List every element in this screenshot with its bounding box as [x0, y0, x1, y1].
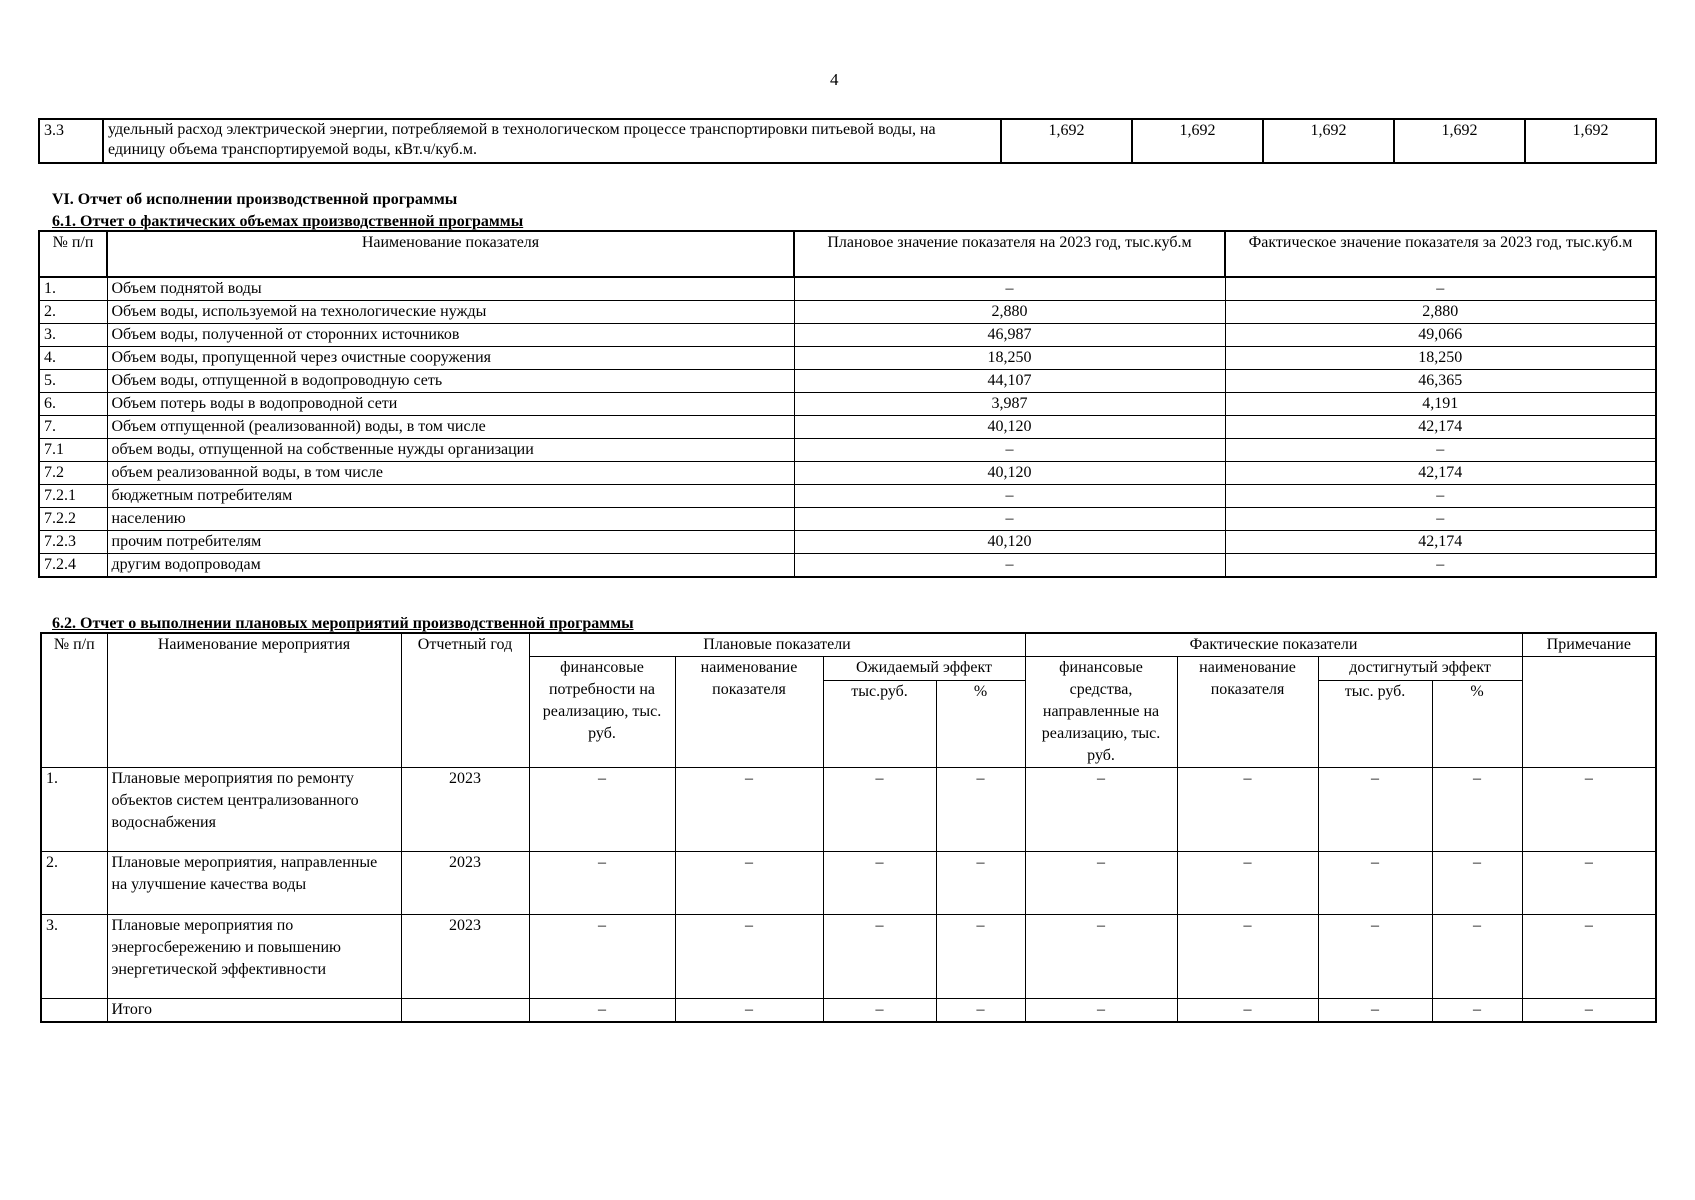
- plan-value: –: [794, 485, 1225, 508]
- row-number: 3.: [41, 915, 107, 999]
- fact-value: 18,250: [1225, 347, 1656, 370]
- page-number: 4: [830, 70, 839, 89]
- header-fact-pct: %: [1432, 681, 1522, 768]
- plan-value: 40,120: [794, 462, 1225, 485]
- plan-value: –: [794, 439, 1225, 462]
- dash-cell: –: [1025, 915, 1177, 999]
- table-row: [41, 768, 1656, 852]
- section-title: VI. Отчет об исполнении производственной программы: [52, 191, 458, 208]
- plan-value: 2,880: [794, 301, 1225, 324]
- table-row: [41, 852, 1656, 915]
- row-number: 2.: [41, 852, 107, 915]
- value-cell: 1,692: [1263, 119, 1394, 163]
- dash-cell: –: [1025, 999, 1177, 1023]
- row-number: 3.3: [39, 119, 103, 163]
- dash-cell: –: [823, 852, 936, 915]
- plan-value: 46,987: [794, 324, 1225, 347]
- dash-cell: –: [675, 852, 823, 915]
- header-plan: Плановые показатели: [529, 633, 1025, 657]
- value-cell: 1,692: [1132, 119, 1263, 163]
- row-number: 7.2.3: [39, 531, 107, 554]
- plan-value: 40,120: [794, 416, 1225, 439]
- dash-cell: –: [936, 852, 1025, 915]
- indicator-name: населению: [107, 508, 794, 531]
- header-fact: Фактические показатели: [1025, 633, 1522, 657]
- row-number: 3.: [39, 324, 107, 347]
- table-row: [39, 439, 1656, 462]
- row-number: 7.2.2: [39, 508, 107, 531]
- dash-cell: –: [1318, 852, 1432, 915]
- dash-cell: –: [675, 999, 823, 1023]
- dash-cell: –: [1432, 915, 1522, 999]
- dash-cell: –: [529, 915, 675, 999]
- dash-cell: –: [529, 999, 675, 1023]
- dash-cell: –: [823, 768, 936, 852]
- dash-cell: –: [1177, 999, 1318, 1023]
- table-row: [39, 462, 1656, 485]
- fact-value: –: [1225, 485, 1656, 508]
- dash-cell: –: [1025, 852, 1177, 915]
- plan-value: –: [794, 277, 1225, 301]
- table-row: [39, 277, 1656, 301]
- dash-cell: –: [1432, 852, 1522, 915]
- report-year: 2023: [401, 768, 529, 852]
- total-num-empty: [41, 999, 107, 1023]
- table-3-3: [38, 118, 1657, 164]
- header-note: Примечание: [1522, 633, 1656, 657]
- indicator-name: Объем потерь воды в водопроводной сети: [107, 393, 794, 416]
- table-row: [39, 370, 1656, 393]
- row-number: 7.2.1: [39, 485, 107, 508]
- row-number: 7.: [39, 416, 107, 439]
- fact-value: –: [1225, 554, 1656, 578]
- fact-value: 46,365: [1225, 370, 1656, 393]
- fact-value: 42,174: [1225, 531, 1656, 554]
- row-number: 4.: [39, 347, 107, 370]
- report-year: 2023: [401, 852, 529, 915]
- header-fact-eff: достигнутый эффект: [1318, 657, 1522, 681]
- header-plan-pct: %: [936, 681, 1025, 768]
- dash-cell: –: [1318, 915, 1432, 999]
- dash-cell: –: [1177, 852, 1318, 915]
- header-num: № п/п: [39, 231, 107, 277]
- indicator-name: бюджетным потребителям: [107, 485, 794, 508]
- indicator-name: Объем поднятой воды: [107, 277, 794, 301]
- dash-cell: –: [823, 915, 936, 999]
- header-plan-eff: Ожидаемый эффект: [823, 657, 1025, 681]
- indicator-name: прочим потребителям: [107, 531, 794, 554]
- table-row: [39, 485, 1656, 508]
- measure-name: Плановые мероприятия, направленные на улучшение качества воды: [107, 852, 401, 915]
- measure-name: Плановые мероприятия по энергосбережению и повышению энергетической эффективности: [107, 915, 401, 999]
- row-number: 1.: [39, 277, 107, 301]
- plan-value: 18,250: [794, 347, 1225, 370]
- dash-cell: –: [1025, 768, 1177, 852]
- table-row: [39, 393, 1656, 416]
- indicator-name: другим водопроводам: [107, 554, 794, 578]
- dash-cell: –: [1522, 999, 1656, 1023]
- dash-cell: –: [823, 999, 936, 1023]
- plan-value: 3,987: [794, 393, 1225, 416]
- row-number: 2.: [39, 301, 107, 324]
- total-year-empty: [401, 999, 529, 1023]
- table-header-row: [41, 633, 1656, 657]
- header-plan-ind: наименование показателя: [675, 657, 823, 768]
- header-fact: Фактическое значение показателя за 2023 год, тыс.куб.м: [1225, 231, 1656, 277]
- header-fact-fin: финансовые средства, направленные на реализацию, тыс. руб.: [1025, 657, 1177, 768]
- table-header-row: [39, 231, 1656, 277]
- plan-value: –: [794, 508, 1225, 531]
- dash-cell: –: [1522, 768, 1656, 852]
- dash-cell: –: [675, 915, 823, 999]
- plan-value: 44,107: [794, 370, 1225, 393]
- fact-value: –: [1225, 439, 1656, 462]
- dash-cell: –: [529, 852, 675, 915]
- fact-value: –: [1225, 277, 1656, 301]
- dash-cell: –: [1177, 768, 1318, 852]
- indicator-name: Объем воды, используемой на технологические нужды: [107, 301, 794, 324]
- row-number: 6.: [39, 393, 107, 416]
- plan-value: 40,120: [794, 531, 1225, 554]
- row-number: 1.: [41, 768, 107, 852]
- header-plan-rub: тыс.руб.: [823, 681, 936, 768]
- indicator-name: Объем воды, отпущенной в водопроводную сеть: [107, 370, 794, 393]
- dash-cell: –: [529, 768, 675, 852]
- indicator-name: Объем воды, пропущенной через очистные сооружения: [107, 347, 794, 370]
- header-name: Наименование мероприятия: [107, 633, 401, 768]
- dash-cell: –: [936, 915, 1025, 999]
- value-cell: 1,692: [1001, 119, 1132, 163]
- table-6-1: [38, 230, 1657, 578]
- dash-cell: –: [1432, 999, 1522, 1023]
- subsection-title-6-1: 6.1. Отчет о фактических объемах производственной программы: [52, 213, 524, 230]
- fact-value: 2,880: [1225, 301, 1656, 324]
- table-row: [39, 531, 1656, 554]
- fact-value: –: [1225, 508, 1656, 531]
- value-cell: 1,692: [1394, 119, 1525, 163]
- indicator-name: объем воды, отпущенной на собственные нужды организации: [107, 439, 794, 462]
- total-row: [41, 999, 1656, 1023]
- dash-cell: –: [1318, 768, 1432, 852]
- table-row: [41, 915, 1656, 999]
- row-number: 7.2: [39, 462, 107, 485]
- dash-cell: –: [1177, 915, 1318, 999]
- header-note-empty: [1522, 657, 1656, 768]
- row-number: 5.: [39, 370, 107, 393]
- fact-value: 4,191: [1225, 393, 1656, 416]
- total-label: Итого: [107, 999, 401, 1023]
- table-row: [39, 554, 1656, 578]
- subsection-title-6-2: 6.2. Отчет о выполнении плановых мероприятий производственной программы: [52, 615, 634, 632]
- header-fact-ind: наименование показателя: [1177, 657, 1318, 768]
- fact-value: 42,174: [1225, 462, 1656, 485]
- plan-value: –: [794, 554, 1225, 578]
- table-row: [39, 301, 1656, 324]
- dash-cell: –: [936, 768, 1025, 852]
- indicator-name: Объем воды, полученной от сторонних источников: [107, 324, 794, 347]
- dash-cell: –: [675, 768, 823, 852]
- value-cell: 1,692: [1525, 119, 1656, 163]
- dash-cell: –: [936, 999, 1025, 1023]
- fact-value: 49,066: [1225, 324, 1656, 347]
- header-year: Отчетный год: [401, 633, 529, 768]
- dash-cell: –: [1522, 915, 1656, 999]
- table-row: [39, 324, 1656, 347]
- dash-cell: –: [1318, 999, 1432, 1023]
- table-row: [39, 416, 1656, 439]
- header-plan-fin: финансовые потребности на реализацию, тыс. руб.: [529, 657, 675, 768]
- table-row: [39, 119, 1656, 163]
- report-year: 2023: [401, 915, 529, 999]
- fact-value: 42,174: [1225, 416, 1656, 439]
- header-name: Наименование показателя: [107, 231, 794, 277]
- indicator-name: удельный расход электрической энергии, потребляемой в технологическом процессе транспортировки питьевой воды, на единицу объема транспортируемой воды, кВт.ч/куб.м.: [103, 119, 1001, 163]
- header-fact-rub: тыс. руб.: [1318, 681, 1432, 768]
- table-row: [39, 347, 1656, 370]
- header-num: № п/п: [41, 633, 107, 768]
- indicator-name: Объем отпущенной (реализованной) воды, в том числе: [107, 416, 794, 439]
- indicator-name: объем реализованной воды, в том числе: [107, 462, 794, 485]
- header-plan: Плановое значение показателя на 2023 год, тыс.куб.м: [794, 231, 1225, 277]
- row-number: 7.2.4: [39, 554, 107, 578]
- dash-cell: –: [1522, 852, 1656, 915]
- table-6-2: [40, 632, 1657, 1023]
- dash-cell: –: [1432, 768, 1522, 852]
- row-number: 7.1: [39, 439, 107, 462]
- table-row: [39, 508, 1656, 531]
- measure-name: Плановые мероприятия по ремонту объектов систем централизованного водоснабжения: [107, 768, 401, 852]
